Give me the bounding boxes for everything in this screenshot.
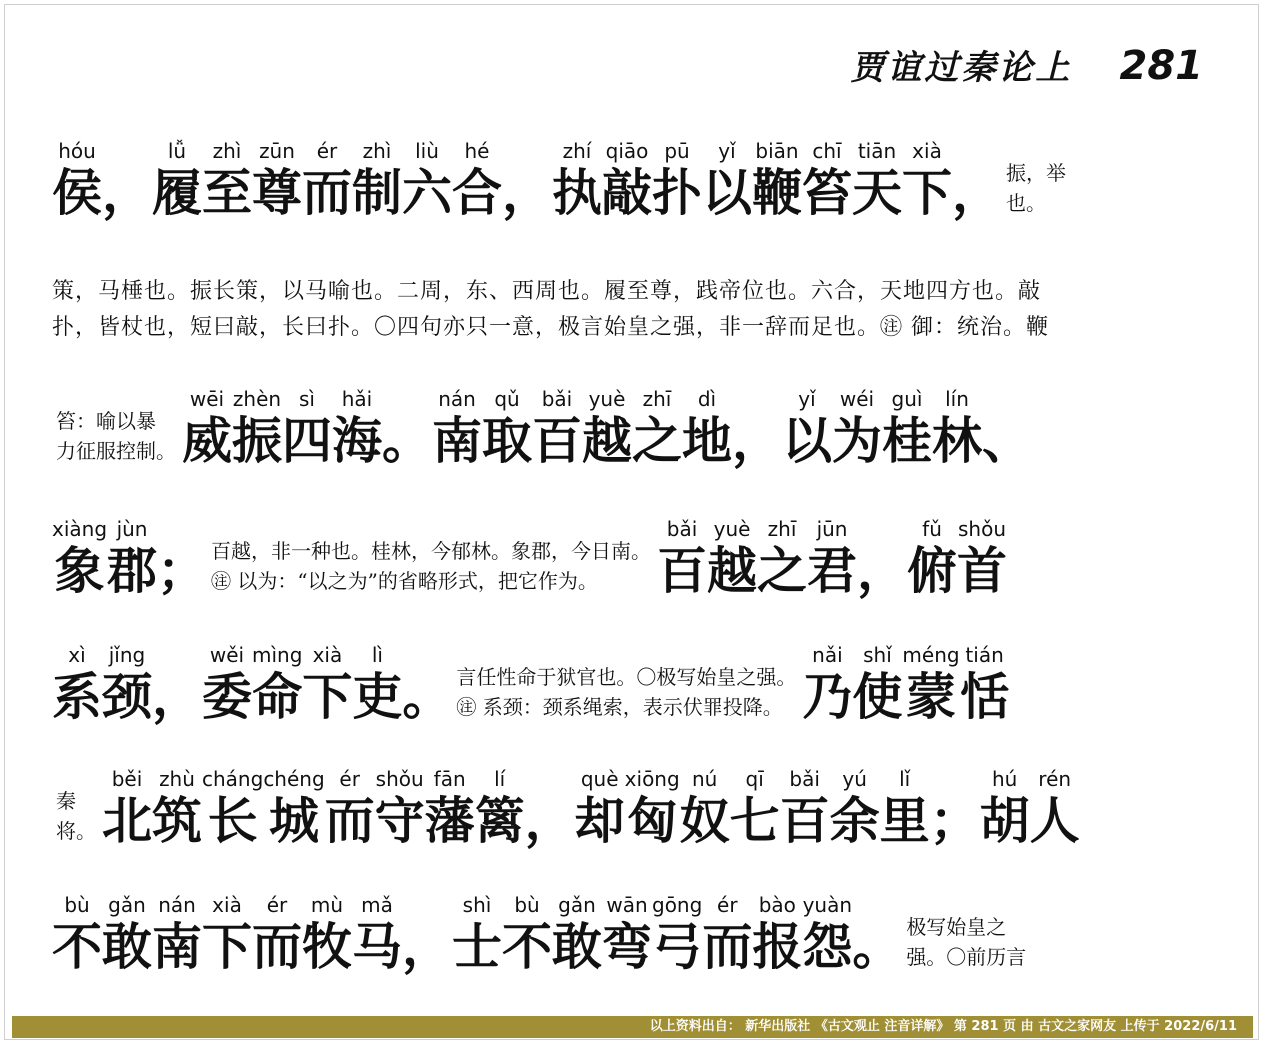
pinyin-label: bǎi: [666, 517, 698, 541]
hanzi-character: 士: [452, 917, 502, 976]
hanzi-character: 藩: [424, 791, 475, 850]
hanzi-character: 象: [54, 541, 105, 600]
pinyin-label: jǐng: [108, 643, 146, 667]
hanzi-character: 首: [957, 541, 1008, 600]
pinyin-label: xià: [312, 643, 343, 667]
hanzi-character: 之: [632, 411, 682, 470]
pinyin-label: nán: [158, 893, 196, 917]
page-number: 281: [1119, 43, 1203, 89]
punctuation-mark: ；: [929, 791, 980, 850]
annotated-character: [352, 892, 402, 976]
annotated-character: [960, 642, 1010, 726]
pinyin-label: xiàng: [52, 517, 108, 541]
pinyin-label: zhī: [767, 517, 797, 541]
pinyin-label: wēi: [189, 387, 225, 411]
annotation-line: 极写始皇之: [906, 915, 1007, 939]
hanzi-character: 而: [324, 791, 375, 850]
source-footer: 以上资料出自： 新华出版社 《古文观止 注音详解》 第 281 页 由 古文之家网友 上传于 2022/6/11: [12, 1016, 1253, 1038]
hanzi-character: 马: [352, 917, 402, 976]
pinyin-label: liù: [415, 139, 439, 163]
pinyin-label: shǐ: [863, 643, 892, 667]
hanzi-character: 而: [302, 163, 352, 222]
hanzi-character: 之: [757, 541, 808, 600]
punctuation-mark: ，: [102, 163, 152, 222]
annotated-character: [152, 766, 202, 850]
pinyin-label: lí: [494, 767, 506, 791]
inline-annotation: [56, 406, 176, 466]
pinyin-label: hé: [464, 139, 490, 163]
commentary-line: 扑，皆杖也，短曰敲，长曰扑。〇四句亦只一意，极言始皇之强，非一辞而足也。㊟ 御：统治。鞭: [52, 315, 1049, 340]
pinyin-label: yǐ: [798, 387, 816, 411]
annotated-character: [432, 386, 482, 470]
annotation-line: 百越，非一种也。桂林，今郁林。象郡，今日南。: [211, 539, 652, 563]
annotated-character: [652, 892, 702, 976]
annotated-character: [375, 766, 425, 850]
hanzi-character: 使: [852, 667, 903, 726]
annotated-character: [602, 892, 652, 976]
hanzi-character: 乃: [802, 667, 853, 726]
hanzi-character: 不: [52, 917, 102, 976]
pinyin-label: fǔ: [922, 517, 942, 541]
hanzi-character: 篱: [474, 791, 525, 850]
annotated-character: [182, 386, 232, 470]
punctuation-mark: ；: [157, 541, 208, 600]
inline-annotation: [211, 536, 651, 596]
pinyin-label: xià: [912, 139, 942, 163]
pinyin-label: lǚ: [167, 139, 187, 163]
pinyin-label: gǎn: [558, 893, 596, 917]
annotated-character: [52, 892, 102, 976]
hanzi-character: 尊: [252, 163, 302, 222]
annotated-character: [882, 386, 932, 470]
pinyin-label: zhù: [159, 767, 195, 791]
pinyin-label: ér: [316, 139, 338, 163]
hanzi-character: 胡: [979, 791, 1030, 850]
text-line-4: [52, 642, 1225, 726]
hanzi-character: 敲: [602, 163, 652, 222]
text-line-6: [52, 892, 1225, 976]
annotated-character: [452, 892, 502, 976]
annotated-character: [757, 516, 807, 600]
hanzi-character: 百: [779, 791, 830, 850]
hanzi-character: 系: [52, 667, 102, 726]
annotated-character: [252, 642, 302, 726]
hanzi-character: 四: [282, 411, 332, 470]
annotated-character: [902, 642, 959, 726]
annotated-character: [752, 892, 802, 976]
annotated-character: [852, 138, 902, 222]
annotation-line: ㊟ 以为：“以之为”的省略形式，把它作为。: [211, 569, 598, 593]
annotated-character: [707, 516, 757, 600]
annotated-character: [252, 138, 302, 222]
annotated-character: [807, 516, 857, 600]
annotated-character: [1030, 766, 1080, 850]
annotated-character: [680, 766, 730, 850]
hanzi-character: 怨: [802, 917, 853, 976]
annotated-character: [352, 138, 402, 222]
hanzi-character: 侯: [52, 163, 102, 222]
annotation-line: 力征服控制。: [56, 439, 176, 463]
pinyin-label: shǒu: [375, 767, 424, 791]
pinyin-label: qī: [745, 767, 764, 791]
pinyin-label: guì: [891, 387, 923, 411]
inline-annotation: [906, 912, 1026, 972]
pinyin-label: bǎi: [541, 387, 573, 411]
hanzi-character: 里: [879, 791, 930, 850]
inline-annotation: [56, 786, 96, 846]
pinyin-label: què: [580, 767, 619, 791]
annotated-character: [852, 642, 902, 726]
annotated-character: [682, 386, 732, 470]
annotated-character: [532, 386, 582, 470]
pinyin-label: fān: [433, 767, 466, 791]
annotated-character: [880, 766, 930, 850]
hanzi-character: 匈: [627, 791, 678, 850]
hanzi-character: 履: [152, 163, 202, 222]
annotated-character: [102, 766, 152, 850]
hanzi-character: 弯: [602, 917, 652, 976]
commentary-line: 策，马棰也。振长策，以马喻也。二周，东、西周也。履至尊，践帝位也。六合，天地四方也。敲: [52, 279, 1042, 304]
annotated-character: [802, 642, 852, 726]
pinyin-label: dì: [697, 387, 717, 411]
pinyin-label: chéng: [263, 767, 325, 791]
annotation-line: 振，举: [1006, 161, 1066, 185]
pinyin-label: ér: [717, 893, 738, 917]
pinyin-label: xì: [68, 643, 86, 667]
hanzi-character: 不: [502, 917, 552, 976]
annotated-character: [202, 892, 252, 976]
annotated-character: [832, 386, 882, 470]
hanzi-character: 天: [852, 163, 902, 222]
text-line-5: [52, 766, 1225, 850]
annotation-line: 笞：喻以暴: [56, 409, 156, 433]
annotated-character: [902, 138, 952, 222]
annotated-character: [780, 766, 830, 850]
annotated-character: [152, 138, 202, 222]
pinyin-label: lǐ: [899, 767, 911, 791]
hanzi-character: 至: [202, 163, 252, 222]
pinyin-label: hú: [991, 767, 1018, 791]
pinyin-label: bù: [64, 893, 90, 917]
annotated-character: [552, 892, 602, 976]
hanzi-character: 百: [532, 411, 582, 470]
annotated-character: [332, 386, 382, 470]
annotated-character: [702, 138, 752, 222]
hanzi-character: 合: [452, 163, 502, 222]
annotated-character: [482, 386, 532, 470]
pinyin-label: jùn: [116, 517, 148, 541]
annotation-line: ㊟ 系颈：颈系绳索，表示伏罪投降。: [456, 695, 783, 719]
annotated-character: [957, 516, 1007, 600]
hanzi-character: 牧: [302, 917, 352, 976]
pinyin-label: gōng: [652, 893, 703, 917]
inline-annotation: [456, 662, 796, 722]
pinyin-label: jūn: [816, 517, 848, 541]
annotated-character: [730, 766, 780, 850]
hanzi-character: 敢: [552, 917, 602, 976]
hanzi-character: 扑: [652, 163, 702, 222]
punctuation-mark: ，: [152, 667, 202, 726]
hanzi-character: 长: [207, 791, 258, 850]
hanzi-character: 弓: [652, 917, 703, 976]
pinyin-label: bǎi: [789, 767, 820, 791]
commentary-paragraph: [52, 274, 1213, 346]
pinyin-label: pū: [664, 139, 690, 163]
annotated-character: [402, 138, 452, 222]
pinyin-label: lì: [371, 643, 383, 667]
hanzi-character: 桂: [882, 411, 932, 470]
pinyin-label: tiān: [857, 139, 897, 163]
hanzi-character: 恬: [959, 667, 1010, 726]
annotated-character: [552, 138, 602, 222]
punctuation-mark: 。: [402, 667, 453, 726]
annotated-character: [932, 386, 982, 470]
punctuation-mark: 、: [982, 411, 1032, 470]
pinyin-label: tián: [965, 643, 1004, 667]
pinyin-label: bù: [514, 893, 540, 917]
hanzi-character: 北: [102, 791, 152, 850]
punctuation-mark: ，: [502, 163, 552, 222]
hanzi-character: 人: [1029, 791, 1080, 850]
pinyin-label: wéi: [839, 387, 875, 411]
pinyin-label: yuè: [588, 387, 626, 411]
hanzi-character: 地: [682, 411, 732, 470]
pinyin-label: shì: [462, 893, 492, 917]
pinyin-label: zhèn: [232, 387, 282, 411]
hanzi-character: 余: [829, 791, 880, 850]
hanzi-character: 越: [582, 411, 632, 470]
hanzi-character: 下: [902, 163, 952, 222]
annotated-character: [102, 892, 152, 976]
punctuation-mark: ，: [524, 791, 575, 850]
hanzi-character: 鞭: [752, 163, 802, 222]
hanzi-character: 笞: [802, 163, 852, 222]
pinyin-label: zūn: [259, 139, 295, 163]
hanzi-character: 制: [352, 163, 402, 222]
hanzi-character: 君: [807, 541, 858, 600]
annotated-character: [302, 892, 352, 976]
pinyin-label: hǎi: [341, 387, 373, 411]
pinyin-label: ér: [339, 767, 360, 791]
hanzi-character: 郡: [107, 541, 158, 600]
hanzi-character: 林: [932, 411, 982, 470]
annotated-character: [202, 642, 252, 726]
annotated-character: [352, 642, 402, 726]
annotation-line: 言任性命于狱官也。〇极写始皇之强。: [456, 665, 797, 689]
pinyin-label: mǎ: [361, 893, 393, 917]
pinyin-label: běi: [111, 767, 143, 791]
annotated-character: [263, 766, 324, 850]
annotated-character: [452, 138, 502, 222]
pinyin-label: rén: [1038, 767, 1072, 791]
annotated-character: [252, 892, 302, 976]
pinyin-label: méng: [902, 643, 960, 667]
hanzi-character: 而: [252, 917, 302, 976]
annotated-character: [782, 386, 832, 470]
pinyin-label: shǒu: [958, 517, 1007, 541]
annotated-character: [625, 766, 680, 850]
annotated-character: [282, 386, 332, 470]
annotated-character: [907, 516, 957, 600]
pinyin-label: mìng: [252, 643, 303, 667]
hanzi-character: 以: [782, 411, 832, 470]
page-header: [850, 40, 1203, 89]
annotated-character: [102, 642, 152, 726]
annotation-line: 将。: [56, 819, 96, 843]
punctuation-mark: ，: [857, 541, 908, 600]
annotated-character: [980, 766, 1030, 850]
hanzi-character: 下: [202, 917, 252, 976]
annotated-character: [302, 642, 352, 726]
annotated-character: [325, 766, 375, 850]
annotated-character: [52, 642, 102, 726]
pinyin-label: yuàn: [802, 893, 853, 917]
annotated-character: [632, 386, 682, 470]
pinyin-label: nú: [691, 767, 718, 791]
annotation-line: 也。: [1006, 191, 1046, 215]
hanzi-character: 威: [182, 411, 232, 470]
pinyin-label: ér: [266, 893, 288, 917]
pinyin-label: mù: [310, 893, 344, 917]
hanzi-character: 筑: [152, 791, 202, 850]
hanzi-character: 百: [657, 541, 708, 600]
annotated-character: [752, 138, 802, 222]
annotated-character: [830, 766, 880, 850]
annotated-character: [475, 766, 525, 850]
annotated-character: [652, 138, 702, 222]
hanzi-character: 振: [232, 411, 282, 470]
pinyin-label: gǎn: [108, 893, 146, 917]
pinyin-label: chī: [812, 139, 842, 163]
hanzi-character: 海: [332, 411, 382, 470]
punctuation-mark: 。: [852, 917, 903, 976]
annotated-character: [302, 138, 352, 222]
hanzi-character: 南: [152, 917, 202, 976]
punctuation-mark: ，: [402, 917, 452, 976]
annotated-character: [202, 766, 263, 850]
hanzi-character: 蒙: [906, 667, 956, 726]
hanzi-character: 吏: [352, 667, 403, 726]
pinyin-label: nán: [438, 387, 476, 411]
annotated-character: [575, 766, 625, 850]
hanzi-character: 越: [707, 541, 758, 600]
hanzi-character: 守: [374, 791, 425, 850]
annotated-character: [582, 386, 632, 470]
hanzi-character: 委: [202, 667, 252, 726]
text-line-1: [52, 138, 1225, 222]
pinyin-label: zhī: [642, 387, 672, 411]
pinyin-label: lín: [945, 387, 969, 411]
pinyin-label: xià: [212, 893, 242, 917]
pinyin-label: nǎi: [812, 643, 843, 667]
hanzi-character: 下: [302, 667, 353, 726]
annotation-line: 秦: [56, 789, 76, 813]
pinyin-label: zhì: [212, 139, 242, 163]
hanzi-character: 命: [252, 667, 303, 726]
annotated-character: [802, 892, 852, 976]
annotated-character: [52, 138, 102, 222]
punctuation-mark: 。: [382, 411, 432, 470]
pinyin-label: cháng: [202, 767, 264, 791]
hanzi-character: 俯: [907, 541, 958, 600]
hanzi-character: 以: [702, 163, 752, 222]
hanzi-character: 报: [752, 917, 803, 976]
hanzi-character: 奴: [679, 791, 730, 850]
hanzi-character: 取: [482, 411, 532, 470]
annotated-character: [657, 516, 707, 600]
hanzi-character: 而: [702, 917, 753, 976]
hanzi-character: 敢: [102, 917, 152, 976]
punctuation-mark: ，: [952, 163, 1002, 222]
pinyin-label: yuè: [713, 517, 751, 541]
pinyin-label: wān: [606, 893, 648, 917]
annotated-character: [502, 892, 552, 976]
annotated-character: [107, 516, 157, 600]
annotated-character: [202, 138, 252, 222]
punctuation-mark: ，: [732, 411, 782, 470]
hanzi-character: 城: [268, 791, 319, 850]
pinyin-label: xiōng: [624, 767, 680, 791]
pinyin-label: hóu: [58, 139, 96, 163]
pinyin-label: biān: [755, 139, 799, 163]
annotated-character: [152, 892, 202, 976]
pinyin-label: yú: [842, 767, 867, 791]
hanzi-character: 为: [832, 411, 882, 470]
annotated-character: [702, 892, 752, 976]
hanzi-character: 却: [574, 791, 625, 850]
hanzi-character: 六: [402, 163, 452, 222]
annotated-character: [602, 138, 652, 222]
pinyin-label: yǐ: [718, 139, 736, 163]
annotation-line: 强。〇前历言: [906, 945, 1027, 969]
inline-annotation: [1006, 158, 1066, 218]
running-title: 贾谊过秦论上: [850, 48, 1073, 88]
text-line-2: [52, 386, 1225, 470]
hanzi-character: 七: [729, 791, 780, 850]
pinyin-label: zhì: [362, 139, 392, 163]
pinyin-label: zhí: [562, 139, 592, 163]
pinyin-label: bào: [758, 893, 796, 917]
annotated-character: [232, 386, 282, 470]
pinyin-label: wěi: [209, 643, 245, 667]
hanzi-character: 颈: [102, 667, 152, 726]
hanzi-character: 执: [552, 163, 602, 222]
text-line-3: [52, 516, 1225, 600]
hanzi-character: 南: [432, 411, 482, 470]
pinyin-label: qiāo: [605, 139, 649, 163]
pinyin-label: sì: [299, 387, 315, 411]
annotated-character: [425, 766, 475, 850]
annotated-character: [802, 138, 852, 222]
annotated-character: [52, 516, 107, 600]
pinyin-label: qǔ: [494, 387, 520, 411]
